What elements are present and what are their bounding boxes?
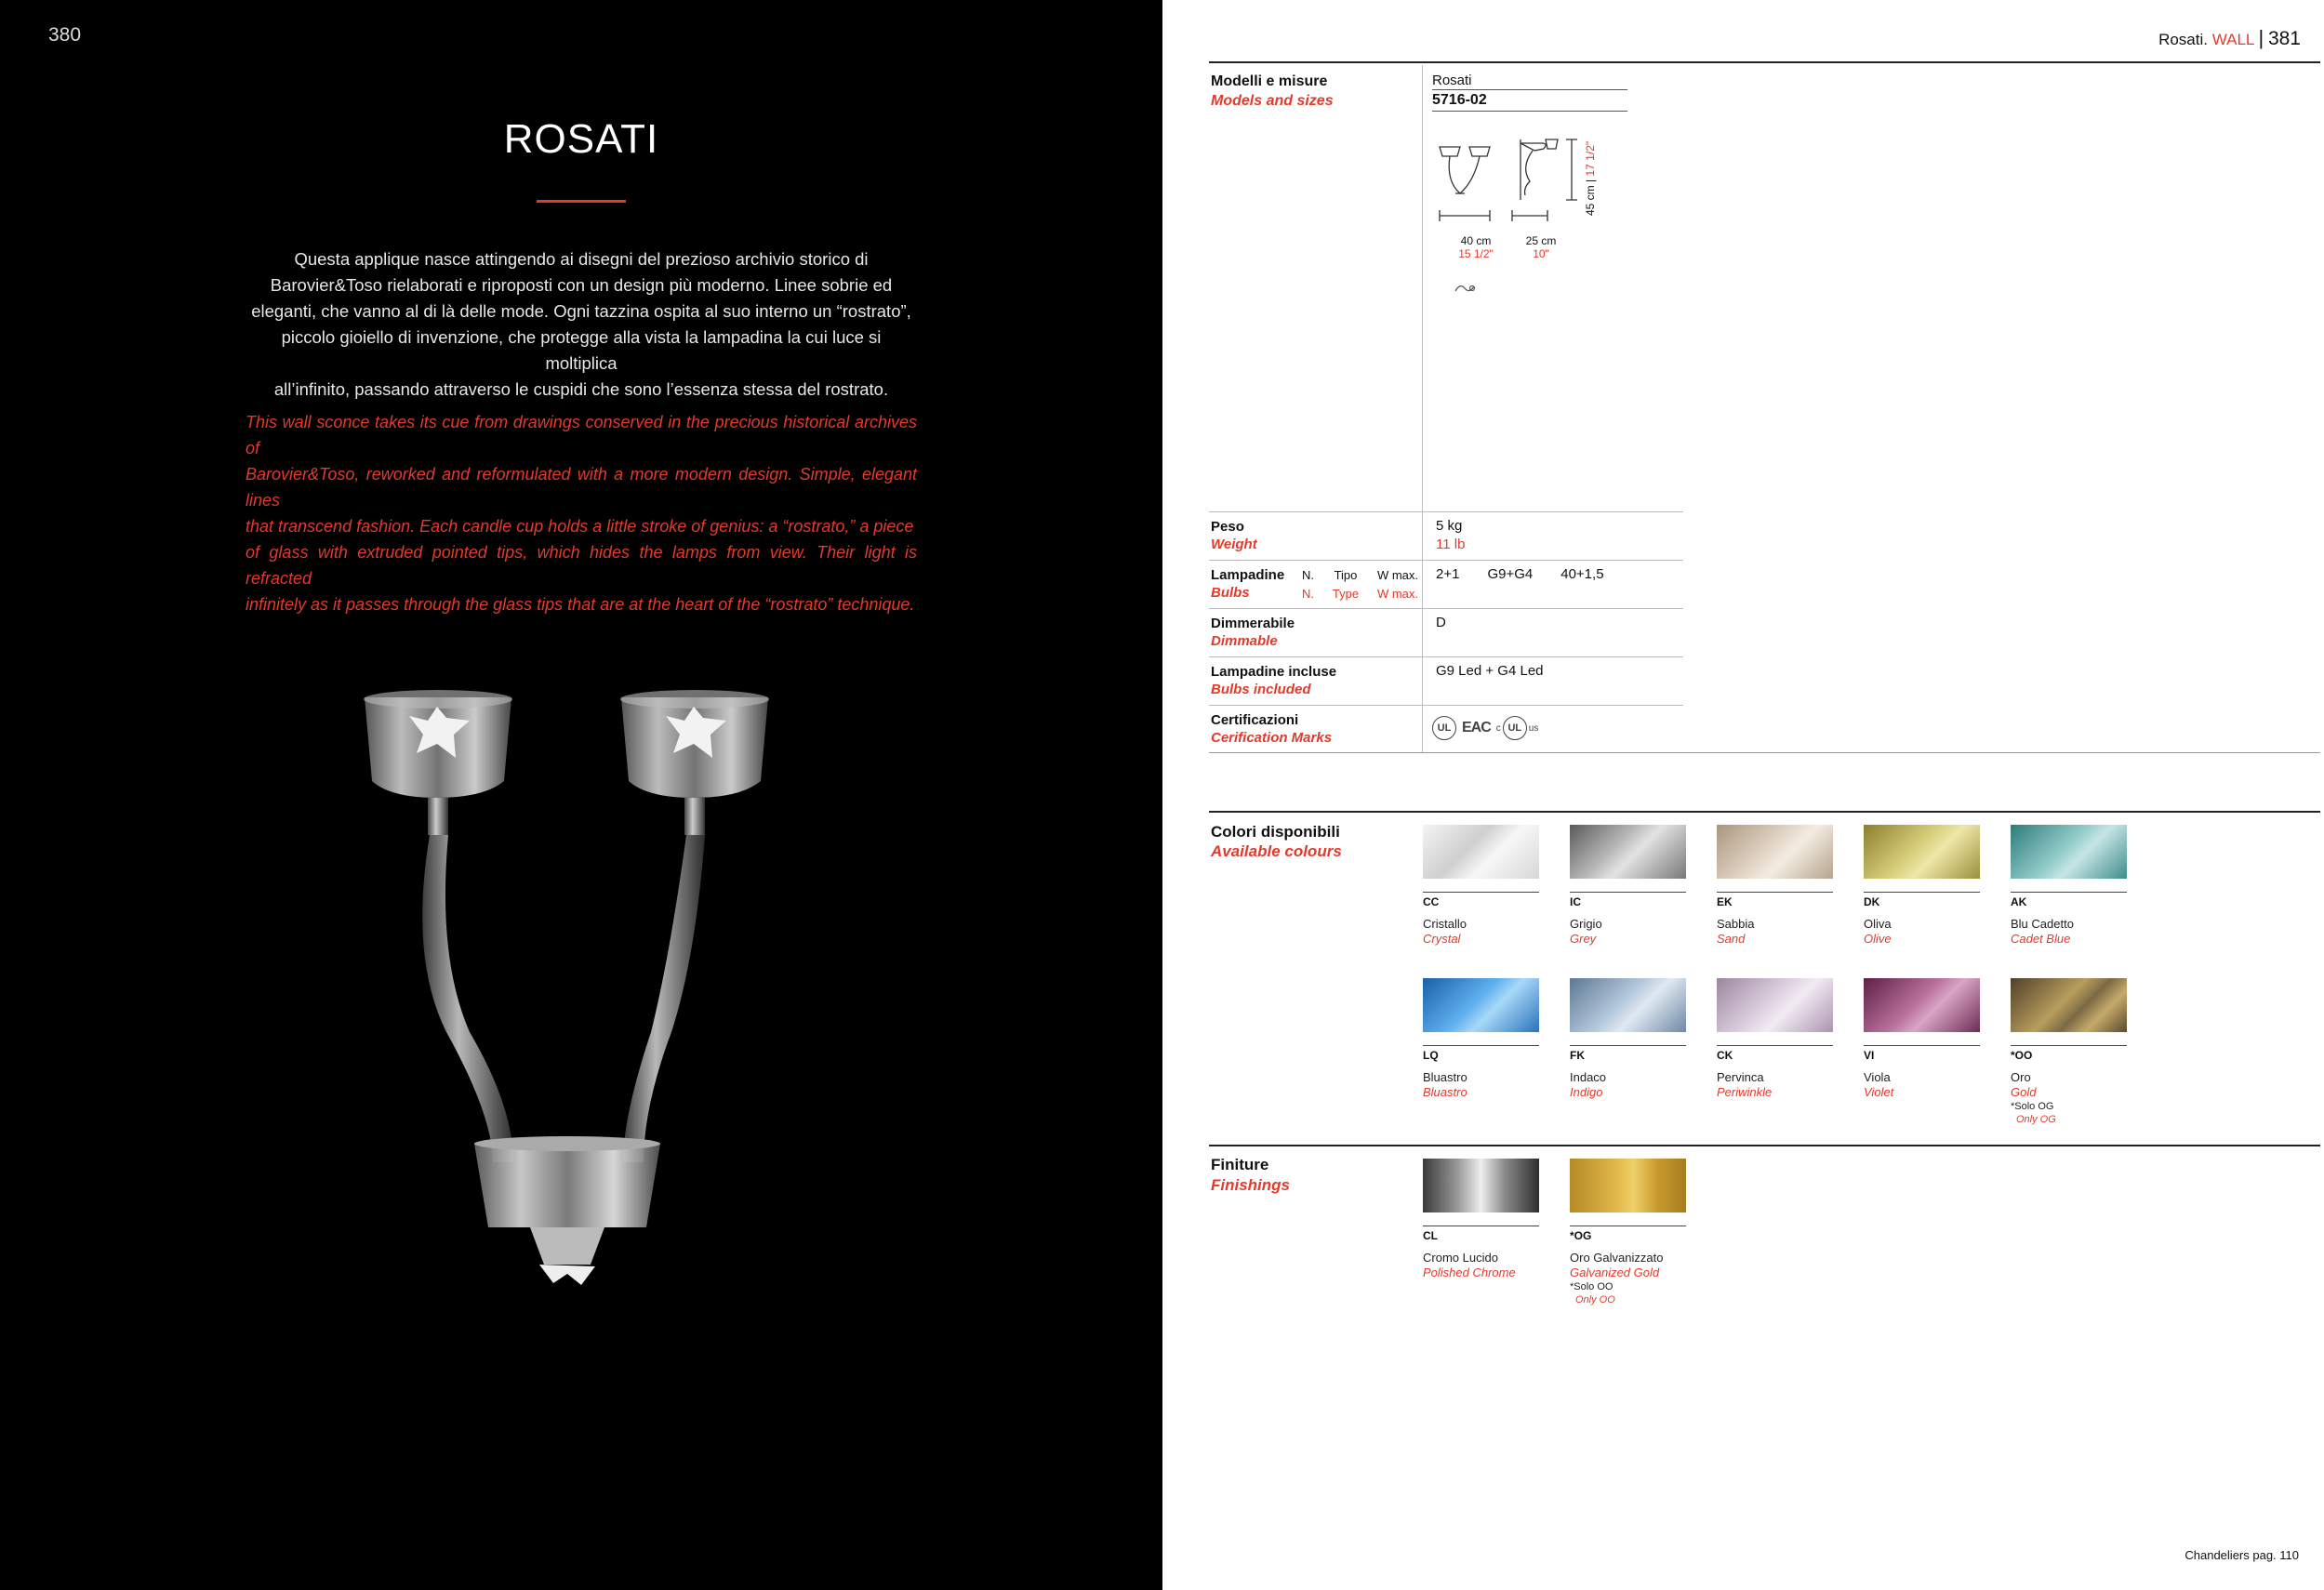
swatch-image: [1864, 978, 1980, 1032]
bulbs-sub-en: [1302, 587, 1418, 601]
bulbs-included-label-en: Bulbs included: [1211, 682, 1311, 697]
depth-cm: 25 cm: [1525, 234, 1557, 247]
description-en-line: Barovier&Toso, reworked and reformulated with a more modern design. Simple, elegant lines: [246, 465, 917, 510]
swatch-rule: [1423, 1045, 1539, 1046]
bulbs-sub-n-en: N.: [1302, 587, 1314, 601]
wall-mount-icon: [1454, 283, 1476, 294]
finishing-code: *OG: [1570, 1229, 1592, 1242]
header-rule: [1209, 61, 2320, 63]
swatch-image: [1717, 978, 1833, 1032]
colour-name: Indaco: [1570, 1070, 1607, 1084]
finishing-code: CL: [1423, 1229, 1438, 1242]
colours-label-en: Available colours: [1211, 842, 1342, 860]
colour-code: DK: [1864, 895, 1880, 908]
swatch-image: [1570, 978, 1686, 1032]
bulbs-included-label-it: Lampadine incluse: [1211, 664, 1337, 680]
swatch-rule: [1717, 892, 1833, 893]
swatch-image: [1864, 825, 1980, 879]
colour-code: CK: [1717, 1049, 1733, 1062]
colour-swatch-ic: [1570, 825, 1686, 947]
bulbs-included-value: G9 Led + G4 Led: [1436, 663, 1544, 679]
finishing-swatch-cl: [1423, 1159, 1539, 1280]
colour-swatch-vi: [1864, 978, 1980, 1100]
colour-code: LQ: [1423, 1049, 1439, 1062]
bulbs-type: G9+G4: [1487, 566, 1534, 582]
weight-value: 5 kg: [1436, 518, 1463, 534]
product-title: ROSATI: [503, 116, 659, 162]
colours-label-it: Colori disponibili: [1211, 823, 1340, 841]
swatch-image: [1423, 978, 1539, 1032]
swatch-image: [1570, 1159, 1686, 1212]
finishing-swatch-og: [1570, 1159, 1686, 1306]
finishing-name-en: Galvanized Gold: [1570, 1265, 1660, 1279]
swatch-rule: [1570, 892, 1686, 893]
description-it-line: Questa applique nasce attingendo ai disegni del prezioso archivio storico di: [294, 249, 869, 269]
colour-name-en: Bluastro: [1423, 1085, 1467, 1099]
colour-code: FK: [1570, 1049, 1585, 1062]
colour-name-en: Indigo: [1570, 1085, 1603, 1099]
colour-name: Blu Cadetto: [2011, 917, 2074, 931]
weight-value-en: 11 lb: [1436, 537, 1466, 552]
colours-rule: [1209, 811, 2320, 813]
certification-marks: [1432, 716, 1538, 740]
description-en-line: This wall sconce takes its cue from drawings conserved in the precious historical archives of: [246, 413, 917, 457]
description-english: [246, 409, 917, 617]
finishing-note-en: Only OO: [1575, 1294, 1615, 1305]
swatch-image: [1423, 1159, 1539, 1212]
models-label-it: Modelli e misure: [1211, 73, 1328, 89]
colour-swatch-cc: [1423, 825, 1539, 947]
header-category: WALL: [2211, 31, 2254, 48]
bulbs-sub-it: [1302, 568, 1418, 582]
bulbs-sub-wmax-en: W max.: [1376, 587, 1418, 601]
certifications-label-it: Certificazioni: [1211, 712, 1299, 728]
swatch-image: [1570, 825, 1686, 879]
right-page: [1162, 0, 2324, 1590]
colour-note: *Solo OG: [2011, 1101, 2054, 1112]
colour-code: EK: [1717, 895, 1733, 908]
colour-name: Bluastro: [1423, 1070, 1467, 1084]
colour-swatch-oo: [2011, 978, 2127, 1126]
left-page-number: 380: [48, 24, 82, 46]
description-en-line: that transcend fashion. Each candle cup holds a little stroke of genius: a “rostrato,” a piece: [246, 517, 914, 536]
header-page-number: 381: [2267, 28, 2301, 49]
depth-in: 10": [1533, 247, 1549, 260]
swatch-rule: [1570, 1045, 1686, 1046]
colour-name: Grigio: [1570, 917, 1602, 931]
width-cm: 40 cm: [1460, 234, 1492, 247]
colour-swatch-lq: [1423, 978, 1539, 1100]
colour-name-en: Sand: [1717, 932, 1746, 946]
colour-name-en: Grey: [1570, 932, 1597, 946]
swatch-rule: [1864, 1045, 1980, 1046]
spec-rule: [1209, 608, 1683, 609]
swatch-image: [1717, 825, 1833, 879]
colour-code: AK: [2011, 895, 2027, 908]
colour-name-en: Cadet Blue: [2011, 932, 2071, 946]
description-it-line: piccolo gioiello di invenzione, che protegge alla vista la lampadina la cui luce si moltiplica: [281, 327, 882, 373]
dimmable-label-it: Dimmerabile: [1211, 616, 1295, 631]
description-it-line: Barovier&Toso rielaborati e riproposti con un design più moderno. Linee sobrie ed: [270, 275, 893, 295]
colour-swatch-ck: [1717, 978, 1833, 1100]
finishing-name: Oro Galvanizzato: [1570, 1251, 1664, 1265]
finishings-rule: [1209, 1145, 2320, 1146]
swatch-rule: [2011, 892, 2127, 893]
bulbs-sub-type: Tipo: [1334, 568, 1358, 582]
title-underline: [537, 200, 626, 203]
colour-name: Viola: [1864, 1070, 1891, 1084]
swatch-rule: [1864, 892, 1980, 893]
colour-name: Pervinca: [1717, 1070, 1764, 1084]
table-divider: [1422, 65, 1423, 753]
header-collection: Rosati.: [2158, 31, 2208, 48]
weight-label-en: Weight: [1211, 537, 1257, 552]
colour-note-en: Only OG: [2016, 1114, 2056, 1125]
width-label: [1453, 234, 1499, 260]
colour-swatch-ak: [2011, 825, 2127, 947]
bulbs-wmax: 40+1,5: [1560, 566, 1604, 582]
model-rule: [1432, 89, 1627, 90]
colour-name-en: Periwinkle: [1717, 1085, 1773, 1099]
swatch-image: [1423, 825, 1539, 879]
eac-mark-icon: EAC: [1462, 720, 1491, 735]
colour-name-en: Crystal: [1423, 932, 1461, 946]
colour-swatch-dk: [1864, 825, 1980, 947]
description-italian: [246, 246, 917, 403]
bulbs-values: [1436, 566, 1631, 582]
finishings-label-en: Finishings: [1211, 1176, 1290, 1194]
width-in: 15 1/2": [1458, 247, 1494, 260]
colour-name-en: Violet: [1864, 1085, 1894, 1099]
bulbs-count: 2+1: [1436, 566, 1460, 582]
colour-code: CC: [1423, 895, 1440, 908]
dimmable-label-en: Dimmable: [1211, 633, 1278, 649]
colour-code: VI: [1864, 1049, 1875, 1062]
product-photo: [344, 679, 828, 1311]
cul-prefix: c: [1495, 722, 1501, 734]
description-en-line: of glass with extruded pointed tips, which hides the lamps from view. Their light is refracted: [246, 543, 917, 588]
finishing-name-en: Polished Chrome: [1423, 1265, 1516, 1279]
colour-name: Sabbia: [1717, 917, 1755, 931]
footer-reference: Chandeliers pag. 110: [2185, 1548, 2299, 1562]
header-separator: |: [2258, 26, 2264, 49]
height-in: 17 1/2": [1584, 140, 1597, 177]
models-label-en: Models and sizes: [1211, 93, 1334, 109]
height-separator: |: [1584, 179, 1597, 182]
bulbs-sub-n: N.: [1302, 568, 1314, 582]
description-en-line: infinitely as it passes through the glass tips that are at the heart of the “rostrato” technique.: [246, 595, 915, 614]
colour-code: IC: [1570, 895, 1581, 908]
certifications-label-en: Cerification Marks: [1211, 730, 1333, 746]
finishing-name: Cromo Lucido: [1423, 1251, 1498, 1265]
model-rule: [1432, 111, 1627, 112]
swatch-rule: [1423, 892, 1539, 893]
bulbs-label-en: Bulbs: [1211, 585, 1250, 601]
height-label: [1584, 113, 1597, 216]
colour-swatch-fk: [1570, 978, 1686, 1100]
weight-label-it: Peso: [1211, 519, 1244, 535]
spec-rule: [1209, 752, 2320, 753]
dimension-drawing: [1432, 130, 1590, 228]
colour-swatch-ek: [1717, 825, 1833, 947]
depth-label: [1518, 234, 1564, 260]
colour-name: Oro: [2011, 1070, 2031, 1084]
description-it-line: all’infinito, passando attraverso le cuspidi che sono l’essenza stessa del rostrato.: [273, 379, 889, 399]
swatch-image: [2011, 825, 2127, 879]
colour-name: Oliva: [1864, 917, 1892, 931]
dimmable-value: D: [1436, 615, 1446, 630]
page-header: [2158, 26, 2301, 50]
bulbs-sub-wmax: W max.: [1376, 568, 1418, 582]
spec-rule: [1209, 705, 1683, 706]
model-name: Rosati: [1432, 73, 1472, 88]
model-code: 5716-02: [1432, 92, 1487, 108]
finishings-label-it: Finiture: [1211, 1156, 1269, 1173]
description-it-line: eleganti, che vanno al di là delle mode. Ogni tazzina ospita al suo interno un “rostrato”,: [251, 301, 911, 321]
spec-rule: [1209, 560, 1683, 561]
bulbs-sub-type-en: Type: [1332, 587, 1360, 601]
spec-rule: [1209, 656, 1683, 657]
ul-mark-icon: UL: [1432, 716, 1456, 740]
swatch-image: [2011, 978, 2127, 1032]
cul-mark-icon: UL: [1503, 716, 1527, 740]
swatch-rule: [1717, 1045, 1833, 1046]
height-cm: 45 cm: [1584, 185, 1597, 216]
spec-rule: [1209, 511, 1683, 512]
cul-suffix: us: [1528, 722, 1539, 734]
colour-name: Cristallo: [1423, 917, 1467, 931]
colour-name-en: Gold: [2011, 1085, 2037, 1099]
bulbs-label-it: Lampadine: [1211, 567, 1285, 583]
swatch-rule: [2011, 1045, 2127, 1046]
finishing-note: *Solo OO: [1570, 1281, 1614, 1292]
colour-code: *OO: [2011, 1049, 2033, 1062]
colour-name-en: Olive: [1864, 932, 1892, 946]
